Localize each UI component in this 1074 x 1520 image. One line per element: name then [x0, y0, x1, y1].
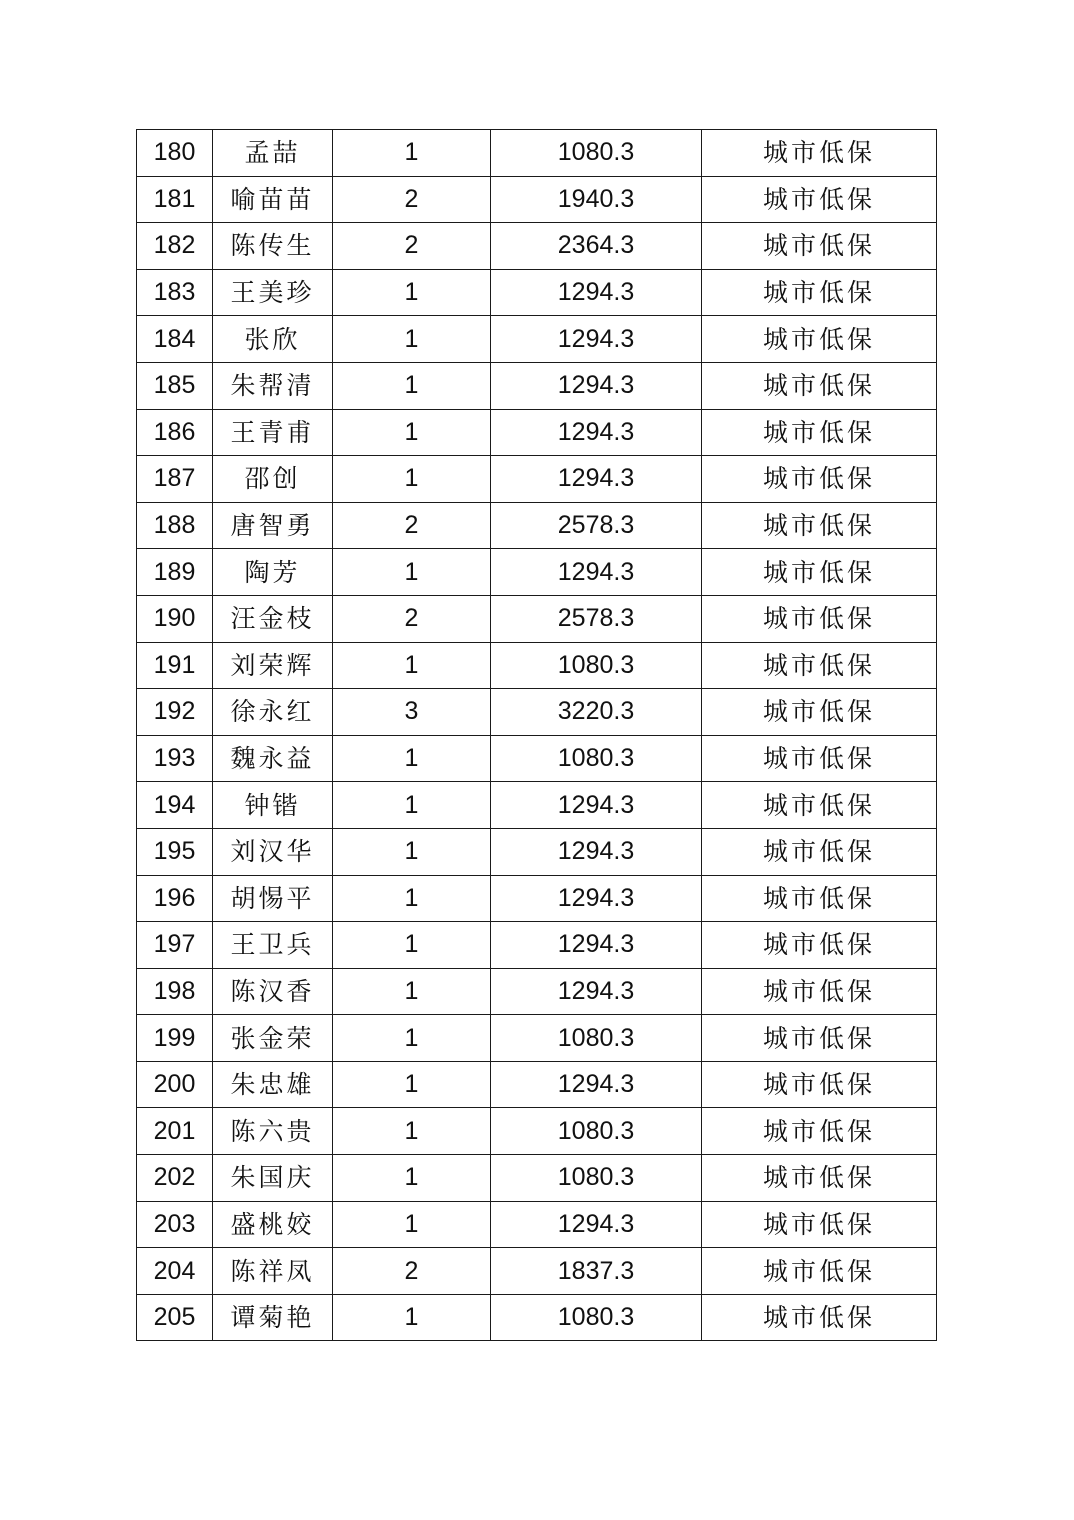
household-count-cell: 2	[333, 595, 491, 642]
amount-cell: 1294.3	[491, 316, 702, 363]
assistance-type-cell: 城市低保	[702, 316, 937, 363]
row-number-cell: 204	[137, 1248, 213, 1295]
row-number-cell: 201	[137, 1108, 213, 1155]
table-row	[137, 316, 937, 363]
name-cell: 刘汉华	[213, 828, 333, 875]
recipient-table	[136, 129, 937, 1341]
row-number-cell: 186	[137, 409, 213, 456]
household-count-cell: 1	[333, 456, 491, 503]
name-cell: 魏永益	[213, 735, 333, 782]
assistance-type-cell: 城市低保	[702, 689, 937, 736]
amount-cell: 1080.3	[491, 130, 702, 177]
name-cell: 朱帮清	[213, 362, 333, 409]
name-cell: 王美珍	[213, 269, 333, 316]
household-count-cell: 1	[333, 1015, 491, 1062]
household-count-cell: 2	[333, 1248, 491, 1295]
assistance-type-cell: 城市低保	[702, 1061, 937, 1108]
row-number-cell: 195	[137, 828, 213, 875]
row-number-cell: 202	[137, 1155, 213, 1202]
table-row	[137, 223, 937, 270]
table-row	[137, 689, 937, 736]
table-row	[137, 875, 937, 922]
amount-cell: 3220.3	[491, 689, 702, 736]
table-row	[137, 456, 937, 503]
name-cell: 谭菊艳	[213, 1294, 333, 1341]
assistance-type-cell: 城市低保	[702, 176, 937, 223]
name-cell: 陈祥凤	[213, 1248, 333, 1295]
name-cell: 唐智勇	[213, 502, 333, 549]
assistance-type-cell: 城市低保	[702, 502, 937, 549]
table-row	[137, 782, 937, 829]
household-count-cell: 1	[333, 1201, 491, 1248]
row-number-cell: 180	[137, 130, 213, 177]
amount-cell: 1294.3	[491, 922, 702, 969]
household-count-cell: 1	[333, 409, 491, 456]
row-number-cell: 196	[137, 875, 213, 922]
row-number-cell: 193	[137, 735, 213, 782]
household-count-cell: 2	[333, 176, 491, 223]
assistance-type-cell: 城市低保	[702, 595, 937, 642]
amount-cell: 1294.3	[491, 875, 702, 922]
table-row	[137, 549, 937, 596]
table-row	[137, 1015, 937, 1062]
amount-cell: 1294.3	[491, 549, 702, 596]
amount-cell: 1080.3	[491, 1015, 702, 1062]
row-number-cell: 200	[137, 1061, 213, 1108]
amount-cell: 1080.3	[491, 735, 702, 782]
household-count-cell: 1	[333, 922, 491, 969]
name-cell: 盛桃姣	[213, 1201, 333, 1248]
household-count-cell: 1	[333, 642, 491, 689]
assistance-type-cell: 城市低保	[702, 1294, 937, 1341]
assistance-type-cell: 城市低保	[702, 828, 937, 875]
row-number-cell: 203	[137, 1201, 213, 1248]
assistance-type-cell: 城市低保	[702, 735, 937, 782]
amount-cell: 2578.3	[491, 502, 702, 549]
table-row	[137, 362, 937, 409]
table-row	[137, 1294, 937, 1341]
assistance-type-cell: 城市低保	[702, 1108, 937, 1155]
household-count-cell: 1	[333, 875, 491, 922]
row-number-cell: 198	[137, 968, 213, 1015]
row-number-cell: 205	[137, 1294, 213, 1341]
table-row	[137, 130, 937, 177]
assistance-type-cell: 城市低保	[702, 1248, 937, 1295]
row-number-cell: 188	[137, 502, 213, 549]
assistance-type-cell: 城市低保	[702, 968, 937, 1015]
household-count-cell: 1	[333, 269, 491, 316]
name-cell: 陈汉香	[213, 968, 333, 1015]
amount-cell: 1080.3	[491, 1155, 702, 1202]
name-cell: 钟锴	[213, 782, 333, 829]
name-cell: 刘荣辉	[213, 642, 333, 689]
table-row	[137, 1201, 937, 1248]
amount-cell: 1294.3	[491, 269, 702, 316]
name-cell: 汪金枝	[213, 595, 333, 642]
amount-cell: 1940.3	[491, 176, 702, 223]
name-cell: 朱忠雄	[213, 1061, 333, 1108]
name-cell: 邵创	[213, 456, 333, 503]
table-body	[137, 130, 937, 1341]
name-cell: 胡惕平	[213, 875, 333, 922]
assistance-type-cell: 城市低保	[702, 642, 937, 689]
table-row	[137, 502, 937, 549]
row-number-cell: 190	[137, 595, 213, 642]
assistance-type-cell: 城市低保	[702, 782, 937, 829]
household-count-cell: 1	[333, 782, 491, 829]
table-row	[137, 1155, 937, 1202]
table-row	[137, 1061, 937, 1108]
household-count-cell: 1	[333, 1061, 491, 1108]
amount-cell: 1294.3	[491, 1201, 702, 1248]
row-number-cell: 197	[137, 922, 213, 969]
row-number-cell: 187	[137, 456, 213, 503]
amount-cell: 1294.3	[491, 828, 702, 875]
household-count-cell: 2	[333, 223, 491, 270]
name-cell: 王卫兵	[213, 922, 333, 969]
household-count-cell: 3	[333, 689, 491, 736]
household-count-cell: 1	[333, 549, 491, 596]
amount-cell: 1294.3	[491, 782, 702, 829]
household-count-cell: 1	[333, 1294, 491, 1341]
name-cell: 张欣	[213, 316, 333, 363]
amount-cell: 1294.3	[491, 456, 702, 503]
row-number-cell: 194	[137, 782, 213, 829]
table-row	[137, 176, 937, 223]
table-row	[137, 269, 937, 316]
table-row	[137, 1248, 937, 1295]
household-count-cell: 1	[333, 828, 491, 875]
assistance-type-cell: 城市低保	[702, 130, 937, 177]
amount-cell: 2578.3	[491, 595, 702, 642]
name-cell: 喻苗苗	[213, 176, 333, 223]
name-cell: 张金荣	[213, 1015, 333, 1062]
amount-cell: 1294.3	[491, 409, 702, 456]
assistance-type-cell: 城市低保	[702, 1201, 937, 1248]
household-count-cell: 1	[333, 130, 491, 177]
amount-cell: 1080.3	[491, 1294, 702, 1341]
household-count-cell: 1	[333, 1108, 491, 1155]
assistance-type-cell: 城市低保	[702, 875, 937, 922]
row-number-cell: 181	[137, 176, 213, 223]
household-count-cell: 1	[333, 316, 491, 363]
row-number-cell: 199	[137, 1015, 213, 1062]
name-cell: 陶芳	[213, 549, 333, 596]
amount-cell: 2364.3	[491, 223, 702, 270]
household-count-cell: 1	[333, 735, 491, 782]
name-cell: 徐永红	[213, 689, 333, 736]
assistance-type-cell: 城市低保	[702, 362, 937, 409]
household-count-cell: 1	[333, 968, 491, 1015]
household-count-cell: 1	[333, 1155, 491, 1202]
amount-cell: 1080.3	[491, 1108, 702, 1155]
household-count-cell: 1	[333, 362, 491, 409]
row-number-cell: 183	[137, 269, 213, 316]
name-cell: 王青甫	[213, 409, 333, 456]
row-number-cell: 182	[137, 223, 213, 270]
name-cell: 孟喆	[213, 130, 333, 177]
table-row	[137, 922, 937, 969]
table-row	[137, 1108, 937, 1155]
table-row	[137, 642, 937, 689]
assistance-type-cell: 城市低保	[702, 223, 937, 270]
amount-cell: 1294.3	[491, 362, 702, 409]
assistance-type-cell: 城市低保	[702, 1015, 937, 1062]
name-cell: 朱国庆	[213, 1155, 333, 1202]
row-number-cell: 192	[137, 689, 213, 736]
amount-cell: 1294.3	[491, 1061, 702, 1108]
amount-cell: 1080.3	[491, 642, 702, 689]
assistance-type-cell: 城市低保	[702, 1155, 937, 1202]
name-cell: 陈传生	[213, 223, 333, 270]
assistance-type-cell: 城市低保	[702, 456, 937, 503]
assistance-type-cell: 城市低保	[702, 549, 937, 596]
row-number-cell: 184	[137, 316, 213, 363]
row-number-cell: 191	[137, 642, 213, 689]
household-count-cell: 2	[333, 502, 491, 549]
amount-cell: 1837.3	[491, 1248, 702, 1295]
assistance-type-cell: 城市低保	[702, 922, 937, 969]
table-row	[137, 735, 937, 782]
row-number-cell: 189	[137, 549, 213, 596]
table-row	[137, 968, 937, 1015]
table-row	[137, 595, 937, 642]
name-cell: 陈六贵	[213, 1108, 333, 1155]
amount-cell: 1294.3	[491, 968, 702, 1015]
row-number-cell: 185	[137, 362, 213, 409]
assistance-type-cell: 城市低保	[702, 409, 937, 456]
table-row	[137, 409, 937, 456]
table-row	[137, 828, 937, 875]
assistance-type-cell: 城市低保	[702, 269, 937, 316]
